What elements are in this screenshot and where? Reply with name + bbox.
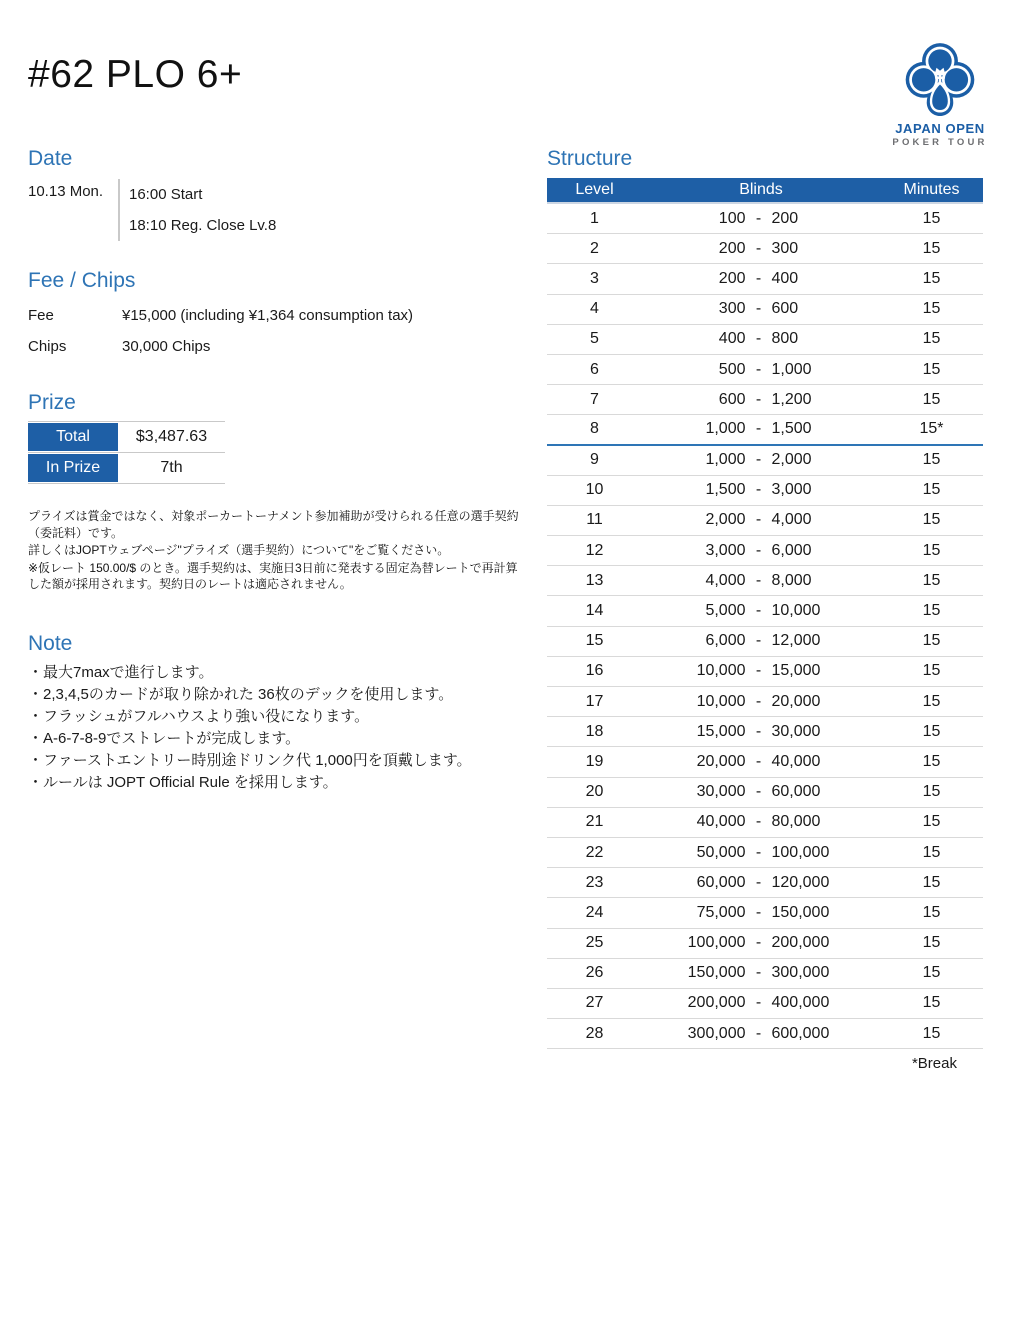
level-cell: 17 [585, 692, 604, 710]
minutes-cell: 15 [922, 692, 941, 710]
structure-row [547, 657, 983, 687]
structure-row [547, 778, 983, 808]
date-day: 10.13 Mon. [28, 183, 104, 200]
level-cell: 20 [585, 783, 604, 801]
blinds-dash: - [755, 420, 762, 438]
big-blind: 20,000 [771, 692, 821, 710]
small-blind: 200,000 [687, 994, 746, 1012]
level-cell: 7 [590, 390, 599, 408]
prize-inprize-row [28, 453, 225, 484]
disclaimer-paragraph: 詳しくはJOPTウェブページ"プライズ（選手契約）について"をご覧ください。 [28, 543, 450, 557]
blinds-cell [642, 511, 880, 529]
minutes-cell: 15 [922, 451, 941, 469]
blinds-dash: - [755, 662, 762, 680]
fee-chips-heading: Fee / Chips [28, 269, 136, 292]
big-blind: 300 [771, 239, 799, 257]
minutes-cell: 15 [922, 541, 941, 559]
structure-row [547, 536, 983, 566]
level-cell: 8 [590, 420, 599, 438]
minutes-cell: 15 [922, 632, 941, 650]
big-blind: 200,000 [771, 934, 830, 952]
small-blind: 200 [718, 269, 746, 287]
blinds-dash: - [755, 843, 762, 861]
blinds-cell [642, 632, 880, 650]
level-cell: 5 [590, 330, 599, 348]
structure-row [547, 264, 983, 294]
structure-row [547, 325, 983, 355]
big-blind: 8,000 [771, 571, 812, 589]
note-item: ・最大7maxで進行します。 [28, 664, 214, 681]
structure-row [547, 476, 983, 506]
structure-row [547, 929, 983, 959]
big-blind: 10,000 [771, 602, 821, 620]
fee-chips-section [28, 269, 413, 362]
structure-row [547, 204, 983, 234]
level-cell: 25 [585, 934, 604, 952]
big-blind: 6,000 [771, 541, 812, 559]
small-blind: 40,000 [696, 813, 746, 831]
big-blind: 15,000 [771, 662, 821, 680]
note-item: ・A-6-7-8-9でストレートが完成します。 [28, 730, 301, 747]
logo-text-poker-tour: POKER TOUR [892, 137, 988, 148]
chips-value: 30,000 Chips [122, 338, 211, 355]
minutes-cell: 15 [922, 722, 941, 740]
small-blind: 30,000 [696, 783, 746, 801]
jopt-logo [886, 40, 994, 148]
level-cell: 2 [590, 239, 599, 257]
blinds-cell [642, 361, 880, 379]
level-cell: 27 [585, 994, 604, 1012]
minutes-cell: 15 [922, 1024, 941, 1042]
small-blind: 60,000 [696, 873, 746, 891]
note-item: ・2,3,4,5のカードが取り除かれた 36枚のデックを使用します。 [28, 686, 454, 703]
level-column-header: Level [575, 181, 614, 198]
big-blind: 400,000 [771, 994, 830, 1012]
blinds-cell [642, 874, 880, 892]
blinds-dash: - [755, 1024, 762, 1042]
note-item: ・ルールは JOPT Official Rule を採用します。 [28, 774, 338, 791]
blinds-dash: - [755, 451, 762, 469]
blinds-dash: - [755, 692, 762, 710]
level-cell: 6 [590, 360, 599, 378]
structure-row [547, 989, 983, 1019]
big-blind: 800 [771, 330, 799, 348]
minutes-cell: 15 [922, 994, 941, 1012]
fee-row [28, 300, 413, 331]
blinds-cell [642, 451, 880, 469]
blinds-cell [642, 994, 880, 1012]
prize-heading: Prize [28, 391, 76, 414]
prize-total-row [28, 422, 225, 453]
structure-section [547, 147, 983, 1079]
minutes-cell: 15 [922, 752, 941, 770]
prize-inprize-value: 7th [160, 459, 183, 476]
blinds-dash: - [755, 541, 762, 559]
fee-label: Fee [28, 307, 54, 324]
blinds-dash: - [755, 269, 762, 287]
minutes-cell: 15 [922, 602, 941, 620]
level-cell: 16 [585, 662, 604, 680]
date-times [120, 179, 276, 241]
level-cell: 26 [585, 964, 604, 982]
small-blind: 6,000 [705, 632, 746, 650]
blinds-cell [642, 1025, 880, 1043]
note-item: ・ファーストエントリー時別途ドリンク代 1,000円を頂戴します。 [28, 752, 472, 769]
big-blind: 2,000 [771, 451, 812, 469]
level-cell: 11 [586, 511, 603, 529]
structure-row [547, 446, 983, 476]
structure-row [547, 415, 983, 445]
start-time: 16:00 Start [129, 186, 203, 203]
structure-row [547, 808, 983, 838]
minutes-cell: 15 [922, 360, 941, 378]
structure-row [547, 898, 983, 928]
minutes-cell: 15 [922, 934, 941, 952]
page-title: #62 PLO 6+ [28, 53, 243, 96]
minutes-column-header: Minutes [903, 181, 960, 198]
blinds-dash: - [755, 209, 762, 227]
level-cell: 3 [590, 269, 599, 287]
structure-row [547, 687, 983, 717]
blinds-dash: - [755, 602, 762, 620]
structure-table-header [547, 178, 983, 204]
big-blind: 4,000 [771, 511, 812, 529]
level-cell: 4 [590, 300, 599, 318]
minutes-cell: 15 [922, 390, 941, 408]
level-cell: 9 [590, 451, 599, 469]
level-cell: 10 [585, 481, 604, 499]
minutes-cell: 15 [922, 843, 941, 861]
minutes-cell: 15 [922, 813, 941, 831]
minutes-cell: 15 [922, 269, 941, 287]
date-heading: Date [28, 147, 73, 170]
blinds-cell [642, 300, 880, 318]
structure-row [547, 868, 983, 898]
big-blind: 40,000 [771, 752, 821, 770]
prize-table [28, 421, 225, 484]
big-blind: 150,000 [771, 903, 830, 921]
big-blind: 1,500 [771, 420, 812, 438]
prize-inprize-label: In Prize [28, 454, 118, 482]
minutes-cell: 15 [922, 300, 941, 318]
level-cell: 19 [585, 752, 604, 770]
structure-row [547, 385, 983, 415]
big-blind: 600,000 [771, 1024, 830, 1042]
blinds-column-header: Blinds [739, 181, 783, 198]
structure-row [547, 717, 983, 747]
small-blind: 300 [718, 300, 746, 318]
blinds-dash: - [755, 783, 762, 801]
structure-row [547, 959, 983, 989]
minutes-cell: 15 [922, 571, 941, 589]
blinds-dash: - [755, 752, 762, 770]
date-section [28, 147, 276, 241]
level-cell: 12 [585, 541, 604, 559]
big-blind: 400 [771, 269, 799, 287]
small-blind: 100,000 [687, 934, 746, 952]
level-cell: 14 [585, 602, 604, 620]
structure-row [547, 295, 983, 325]
level-cell: 1 [590, 209, 599, 227]
blinds-dash: - [755, 632, 762, 650]
blinds-cell [642, 330, 880, 348]
reg-close-time: 18:10 Reg. Close Lv.8 [129, 217, 277, 234]
level-cell: 18 [585, 722, 604, 740]
blinds-dash: - [755, 722, 762, 740]
minutes-cell: 15 [922, 662, 941, 680]
small-blind: 1,000 [705, 451, 746, 469]
big-blind: 200 [771, 209, 799, 227]
blinds-cell [642, 572, 880, 590]
blinds-cell [642, 693, 880, 711]
small-blind: 300,000 [687, 1024, 746, 1042]
minutes-cell: 15* [919, 420, 944, 438]
level-cell: 21 [585, 813, 604, 831]
structure-heading: Structure [547, 147, 633, 170]
prize-disclaimer [28, 508, 520, 594]
date-body [28, 179, 276, 241]
blinds-cell [642, 391, 880, 409]
level-cell: 22 [585, 843, 604, 861]
fee-value: ¥15,000 (including ¥1,364 consumption tax) [122, 307, 414, 324]
structure-row [547, 566, 983, 596]
minutes-cell: 15 [922, 330, 941, 348]
minutes-cell: 15 [922, 511, 941, 529]
blinds-cell [642, 934, 880, 952]
prize-total-label: Total [28, 423, 118, 451]
blinds-cell [642, 904, 880, 922]
blinds-cell [642, 240, 880, 258]
blinds-cell [642, 783, 880, 801]
blinds-cell [642, 844, 880, 862]
blinds-dash: - [755, 571, 762, 589]
blinds-dash: - [755, 873, 762, 891]
structure-row [547, 1019, 983, 1049]
prize-section [28, 391, 225, 484]
big-blind: 600 [771, 300, 799, 318]
level-cell: 15 [585, 632, 604, 650]
small-blind: 75,000 [696, 903, 746, 921]
big-blind: 1,000 [771, 360, 812, 378]
small-blind: 600 [718, 390, 746, 408]
small-blind: 1,000 [705, 420, 746, 438]
blinds-dash: - [755, 390, 762, 408]
structure-row [547, 627, 983, 657]
disclaimer-paragraph: ※仮レート 150.00/$ のとき。選手契約は、実施日3日前に発表する固定為替レートで再計算した額が採用されます。契約日のレートは適応されません。 [28, 560, 518, 591]
small-blind: 500 [718, 360, 746, 378]
blinds-cell [642, 813, 880, 831]
blinds-dash: - [755, 934, 762, 952]
blinds-cell [642, 964, 880, 982]
small-blind: 5,000 [705, 602, 746, 620]
structure-row [547, 234, 983, 264]
small-blind: 400 [718, 330, 746, 348]
blinds-dash: - [755, 511, 762, 529]
minutes-cell: 15 [922, 481, 941, 499]
structure-row [547, 747, 983, 777]
minutes-cell: 15 [922, 783, 941, 801]
note-heading: Note [28, 632, 73, 655]
small-blind: 50,000 [696, 843, 746, 861]
big-blind: 12,000 [771, 632, 821, 650]
level-cell: 13 [585, 571, 604, 589]
small-blind: 15,000 [696, 722, 746, 740]
chips-row [28, 331, 413, 362]
club-icon [900, 40, 980, 118]
minutes-cell: 15 [922, 903, 941, 921]
big-blind: 60,000 [771, 783, 821, 801]
structure-row [547, 506, 983, 536]
blinds-dash: - [755, 239, 762, 257]
minutes-cell: 15 [922, 873, 941, 891]
blinds-cell [642, 210, 880, 228]
small-blind: 1,500 [705, 481, 746, 499]
blinds-dash: - [755, 481, 762, 499]
level-cell: 24 [585, 903, 604, 921]
note-items [28, 662, 528, 794]
big-blind: 3,000 [771, 481, 812, 499]
small-blind: 100 [718, 209, 746, 227]
level-cell: 23 [585, 873, 604, 891]
logo-text-japan-open: JAPAN OPEN [895, 121, 985, 136]
minutes-cell: 15 [922, 239, 941, 257]
small-blind: 200 [718, 239, 746, 257]
level-cell: 28 [585, 1024, 604, 1042]
fee-chips-rows [28, 300, 413, 362]
structure-row [547, 596, 983, 626]
prize-total-value: $3,487.63 [135, 428, 208, 445]
minutes-cell: 15 [922, 964, 941, 982]
structure-row [547, 355, 983, 385]
break-note: *Break [911, 1055, 957, 1073]
blinds-cell [642, 602, 880, 620]
blinds-cell [642, 723, 880, 741]
big-blind: 300,000 [771, 964, 830, 982]
big-blind: 80,000 [771, 813, 821, 831]
structure-table-body [547, 204, 983, 1049]
blinds-dash: - [755, 994, 762, 1012]
small-blind: 2,000 [705, 511, 746, 529]
blinds-dash: - [755, 360, 762, 378]
big-blind: 120,000 [771, 873, 830, 891]
structure-row [547, 838, 983, 868]
small-blind: 150,000 [687, 964, 746, 982]
minutes-cell: 15 [922, 209, 941, 227]
chips-label: Chips [28, 338, 67, 355]
blinds-cell [642, 270, 880, 288]
note-section [28, 632, 528, 794]
blinds-cell [642, 420, 880, 438]
small-blind: 10,000 [696, 662, 746, 680]
small-blind: 3,000 [705, 541, 746, 559]
blinds-cell [642, 542, 880, 560]
big-blind: 1,200 [771, 390, 812, 408]
small-blind: 20,000 [696, 752, 746, 770]
note-item: ・フラッシュがフルハウスより強い役になります。 [28, 708, 370, 725]
blinds-dash: - [755, 964, 762, 982]
blinds-dash: - [755, 300, 762, 318]
disclaimer-paragraph: プライズは賞金ではなく、対象ポーカートーナメント参加補助が受けられる任意の選手契約（委託料）です。 [28, 509, 519, 540]
blinds-cell [642, 753, 880, 771]
small-blind: 4,000 [705, 571, 746, 589]
blinds-dash: - [755, 903, 762, 921]
blinds-dash: - [755, 330, 762, 348]
blinds-cell [642, 481, 880, 499]
blinds-cell [642, 662, 880, 680]
big-blind: 30,000 [771, 722, 821, 740]
small-blind: 10,000 [696, 692, 746, 710]
blinds-dash: - [755, 813, 762, 831]
big-blind: 100,000 [771, 843, 830, 861]
